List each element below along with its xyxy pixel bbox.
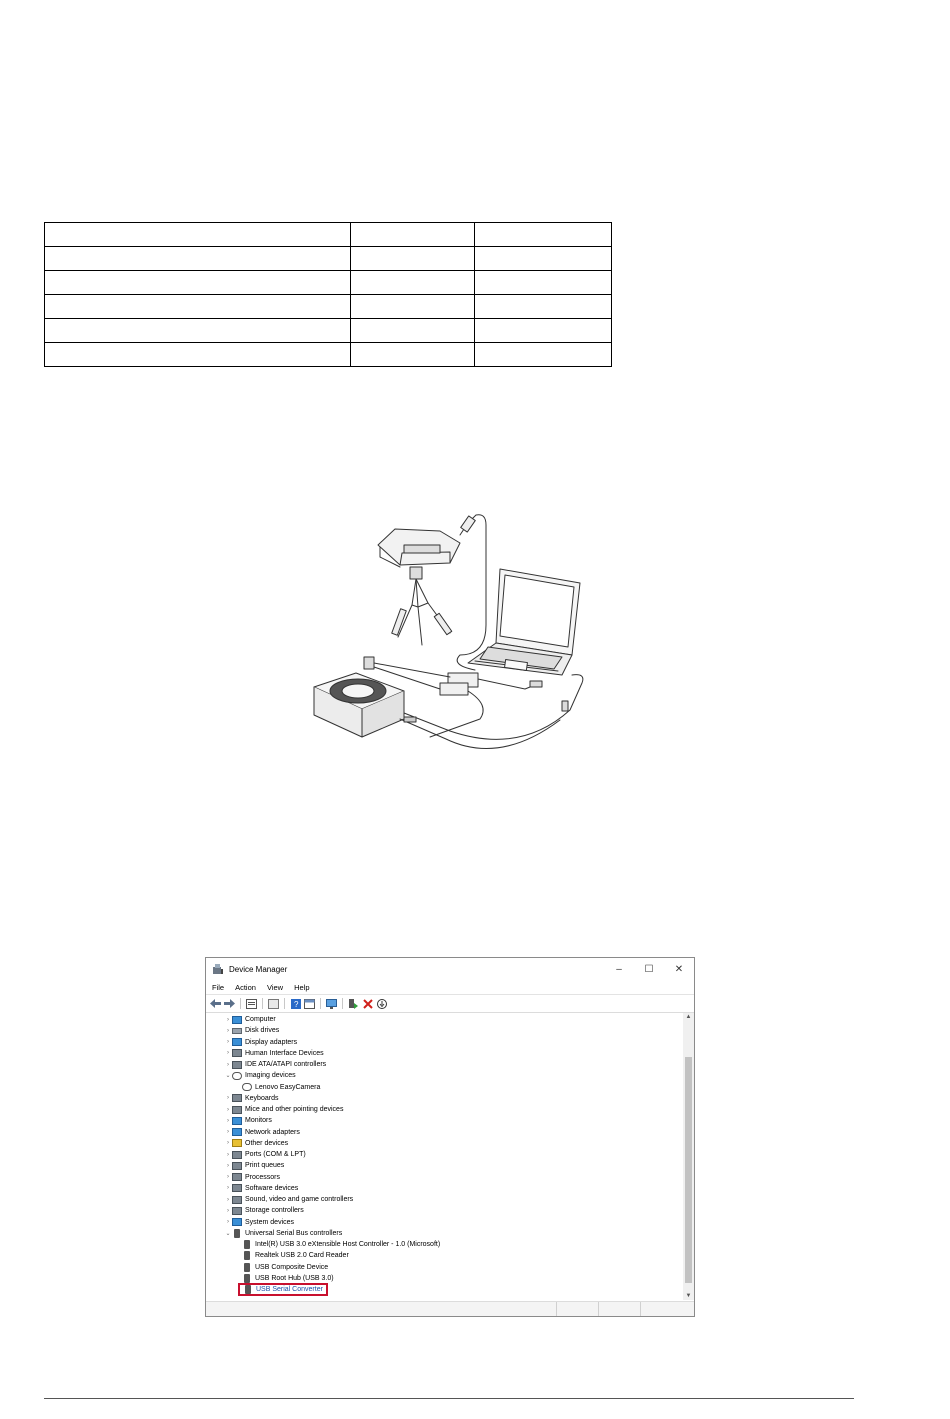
chevron-right-icon[interactable]: ›	[227, 1219, 229, 1225]
tree-item-content	[232, 1173, 280, 1181]
chevron-right-icon[interactable]: ›	[227, 1061, 229, 1068]
tree-item-label: Ports (COM & LPT)	[245, 1151, 306, 1158]
scanner-icon	[378, 529, 460, 567]
tree-category-item[interactable]	[224, 1172, 280, 1183]
footer-rule	[44, 1398, 854, 1399]
gray-device-icon	[232, 1151, 242, 1159]
tree-category-item[interactable]	[224, 1093, 278, 1104]
table-cell	[351, 343, 475, 367]
tree-category-item[interactable]	[224, 1127, 300, 1138]
tree-item-content	[242, 1083, 320, 1091]
tree-item-content	[232, 1072, 296, 1080]
status-bar	[206, 1301, 694, 1316]
tree-item-content	[232, 1094, 278, 1102]
tripod-icon	[392, 567, 452, 645]
chevron-right-icon[interactable]: ›	[227, 1117, 229, 1124]
tree-item-label: Human Interface Devices	[245, 1049, 324, 1057]
tree-item-label: USB Composite Device	[255, 1263, 329, 1271]
tree-category-item[interactable]	[224, 1194, 353, 1205]
menu-file[interactable]: File	[212, 982, 225, 992]
tree-item-label: Storage controllers	[245, 1207, 304, 1215]
spec-table	[44, 222, 612, 367]
tree-item-content	[242, 1274, 334, 1283]
table-cell	[475, 319, 612, 343]
gray-device-icon	[232, 1094, 242, 1102]
table-cell	[45, 271, 351, 295]
window-title: Device Manager	[229, 964, 288, 974]
drive-device-icon	[232, 1028, 242, 1034]
table-row	[45, 319, 612, 343]
tree-category-item[interactable]	[224, 1183, 298, 1194]
chevron-right-icon[interactable]: ›	[227, 1174, 229, 1180]
tree-item-content	[232, 1049, 324, 1057]
monitor-device-icon	[232, 1117, 242, 1125]
monitor-device-icon	[232, 1128, 242, 1136]
tree-item-label: Disk drives	[245, 1027, 280, 1035]
tree-child-item[interactable]	[242, 1262, 328, 1273]
gray-device-icon	[232, 1049, 242, 1057]
back-icon[interactable]	[210, 998, 221, 1009]
gray-device-icon	[232, 1207, 242, 1215]
menu-bar	[206, 980, 694, 994]
view-icon[interactable]	[304, 998, 315, 1009]
close-button[interactable]: ✕	[674, 963, 684, 975]
menu-action[interactable]: Action	[235, 982, 256, 992]
tree-category-item[interactable]	[224, 1104, 343, 1115]
tree-child-item[interactable]	[242, 1284, 328, 1295]
gray-device-icon	[232, 1173, 242, 1181]
gray-device-icon	[232, 1061, 242, 1069]
chevron-down-icon[interactable]: ⌄	[225, 1073, 231, 1080]
tree-item-content	[242, 1263, 328, 1272]
tree-item-content	[232, 1016, 276, 1024]
tree-category-item[interactable]	[224, 1138, 288, 1149]
chevron-right-icon[interactable]: ›	[227, 1185, 229, 1192]
menu-view[interactable]: View	[266, 982, 284, 992]
table-row	[45, 295, 612, 319]
monitor-device-icon	[232, 1038, 242, 1046]
tree-item-content	[232, 1218, 294, 1226]
chevron-right-icon[interactable]: ›	[227, 1151, 229, 1158]
tree-item-label: Realtek USB 2.0 Card Reader	[255, 1252, 349, 1260]
tree-item-content	[232, 1151, 306, 1159]
tree-item-content	[232, 1229, 342, 1238]
tree-item-label: Universal Serial Bus controllers	[245, 1229, 343, 1237]
tree-item-content	[232, 1128, 300, 1136]
tree-child-item[interactable]	[242, 1250, 349, 1261]
tree-category-item[interactable]	[224, 1048, 324, 1059]
chevron-right-icon[interactable]: ›	[227, 1016, 229, 1023]
tree-item-label: Computer	[245, 1016, 276, 1023]
table-cell	[351, 271, 475, 295]
tree-item-label: Mice and other pointing devices	[245, 1106, 344, 1113]
tree-category-item[interactable]	[224, 1205, 304, 1216]
tree-category-item[interactable]	[224, 1025, 279, 1036]
status-cell	[640, 1302, 641, 1316]
table-cell	[45, 295, 351, 319]
table-cell	[45, 223, 351, 247]
chevron-right-icon[interactable]: ›	[227, 1129, 229, 1135]
scrollbar-thumb[interactable]	[685, 1057, 692, 1283]
tree-category-item[interactable]	[224, 1160, 284, 1171]
turntable-icon	[314, 673, 404, 737]
chevron-right-icon[interactable]: ›	[227, 1140, 229, 1147]
table-cell	[351, 319, 475, 343]
table-row	[45, 271, 612, 295]
tree-item-label: USB Root Hub (USB 3.0)	[255, 1274, 334, 1282]
tree-child-item[interactable]	[242, 1239, 440, 1250]
tree-category-item[interactable]	[224, 1037, 297, 1048]
tree-item-content	[242, 1251, 349, 1260]
download-icon[interactable]	[376, 998, 387, 1009]
scanner-connection-illustration	[300, 505, 600, 755]
cam-device-icon	[242, 1083, 252, 1091]
tree-item-label: Intel(R) USB 3.0 eXtensible Host Controller - 1.0 (Microsoft)	[255, 1241, 441, 1248]
tree-category-item[interactable]	[224, 1149, 306, 1160]
table-cell	[45, 343, 351, 367]
table-cell	[475, 223, 612, 247]
chevron-right-icon[interactable]: ›	[227, 1039, 229, 1045]
forward-icon[interactable]	[224, 998, 235, 1009]
tree-item-content	[232, 1196, 353, 1204]
device-manager-window	[205, 957, 695, 1317]
title-bar	[206, 958, 694, 980]
chevron-right-icon[interactable]: ›	[227, 1106, 229, 1113]
menu-help[interactable]: Help	[294, 982, 310, 992]
tree-item-content	[232, 1207, 304, 1215]
tree-category-item[interactable]	[224, 1115, 272, 1126]
laptop-icon	[468, 569, 580, 675]
table-row	[45, 343, 612, 367]
tree-item-label: Keyboards	[245, 1094, 279, 1102]
gray-device-icon	[232, 1106, 242, 1114]
tree-item-label: USB Serial Converter	[256, 1286, 323, 1293]
table-cell	[351, 223, 475, 247]
tree-category-item[interactable]	[224, 1217, 294, 1228]
chevron-right-icon[interactable]: ›	[227, 1162, 229, 1169]
uninstall-icon[interactable]	[362, 998, 373, 1009]
usb-device-icon	[244, 1240, 250, 1249]
status-cell	[598, 1302, 599, 1316]
table-row	[45, 223, 612, 247]
scroll-up-icon[interactable]: ▲	[685, 1014, 692, 1020]
help-icon[interactable]	[290, 998, 301, 1009]
tree-item-label: IDE ATA/ATAPI controllers	[245, 1061, 327, 1068]
tree-category-item[interactable]	[224, 1228, 342, 1239]
maximize-button[interactable]: ☐	[644, 963, 654, 975]
gray-device-icon	[232, 1184, 242, 1192]
tree-item-label: Print queues	[245, 1162, 285, 1170]
tree-item-label: Processors	[245, 1173, 281, 1181]
chevron-right-icon[interactable]: ›	[227, 1196, 229, 1203]
table-cell	[351, 295, 475, 319]
tree-item-label: Software devices	[245, 1184, 299, 1192]
tree-category-item[interactable]	[224, 1014, 276, 1025]
tree-category-item[interactable]	[224, 1059, 326, 1070]
gray-device-icon	[232, 1162, 242, 1170]
tree-item-content	[232, 1184, 298, 1192]
tree-child-item[interactable]	[242, 1082, 320, 1093]
cam-device-icon	[232, 1072, 242, 1080]
chevron-right-icon[interactable]: ›	[227, 1207, 229, 1214]
chevron-right-icon[interactable]: ›	[227, 1095, 229, 1102]
vertical-scrollbar[interactable]	[683, 1013, 694, 1300]
table-cell	[351, 247, 475, 271]
refresh-icon[interactable]	[268, 998, 279, 1009]
tree-item-content	[232, 1139, 288, 1147]
tree-item-content	[232, 1106, 343, 1114]
table-cell	[45, 247, 351, 271]
monitor-icon[interactable]	[326, 998, 337, 1009]
warn-device-icon	[232, 1139, 242, 1147]
tree-item-label: Monitors	[245, 1117, 272, 1125]
monitor-device-icon	[232, 1218, 242, 1226]
tree-item-label: Sound, video and game controllers	[245, 1196, 354, 1203]
tree-item-label: Network adapters	[245, 1128, 300, 1136]
chevron-right-icon[interactable]: ›	[227, 1027, 229, 1034]
table-cell	[475, 343, 612, 367]
tree-item-content	[232, 1162, 284, 1170]
update-driver-icon[interactable]	[348, 998, 359, 1009]
device-manager-icon	[212, 963, 224, 975]
properties-icon[interactable]	[246, 998, 257, 1009]
minimize-button[interactable]: –	[616, 963, 622, 975]
toolbar	[206, 994, 694, 1013]
monitor-device-icon	[232, 1016, 242, 1024]
highlight-box	[238, 1283, 328, 1296]
tree-category-item[interactable]	[224, 1070, 296, 1081]
tree-item-content	[242, 1240, 440, 1249]
svg-text:?: ?	[293, 999, 298, 1009]
chevron-down-icon[interactable]: ⌄	[225, 1230, 231, 1237]
usb-device-icon	[244, 1251, 250, 1260]
tree-item-content	[232, 1117, 272, 1125]
tree-item-label: Other devices	[245, 1139, 289, 1147]
usb-device-icon	[234, 1229, 240, 1238]
tree-item-label: Lenovo EasyCamera	[255, 1083, 321, 1091]
tree-item-content	[232, 1061, 326, 1069]
scroll-down-icon[interactable]: ▼	[685, 1293, 692, 1299]
usb-device-icon	[244, 1274, 250, 1283]
tree-item-content	[232, 1027, 279, 1034]
table-cell	[45, 319, 351, 343]
tree-item-content	[232, 1038, 297, 1046]
table-row	[45, 247, 612, 271]
tree-item-label: Display adapters	[245, 1038, 298, 1046]
usb-device-icon	[244, 1263, 250, 1272]
gray-device-icon	[232, 1196, 242, 1204]
table-cell	[475, 271, 612, 295]
tree-item-label: Imaging devices	[245, 1072, 296, 1080]
tree-item-label: System devices	[245, 1218, 295, 1226]
chevron-right-icon[interactable]: ›	[227, 1050, 229, 1057]
table-cell	[475, 247, 612, 271]
status-cell	[556, 1302, 557, 1316]
usb-device-icon	[245, 1285, 251, 1294]
device-tree	[206, 1013, 682, 1300]
table-cell	[475, 295, 612, 319]
